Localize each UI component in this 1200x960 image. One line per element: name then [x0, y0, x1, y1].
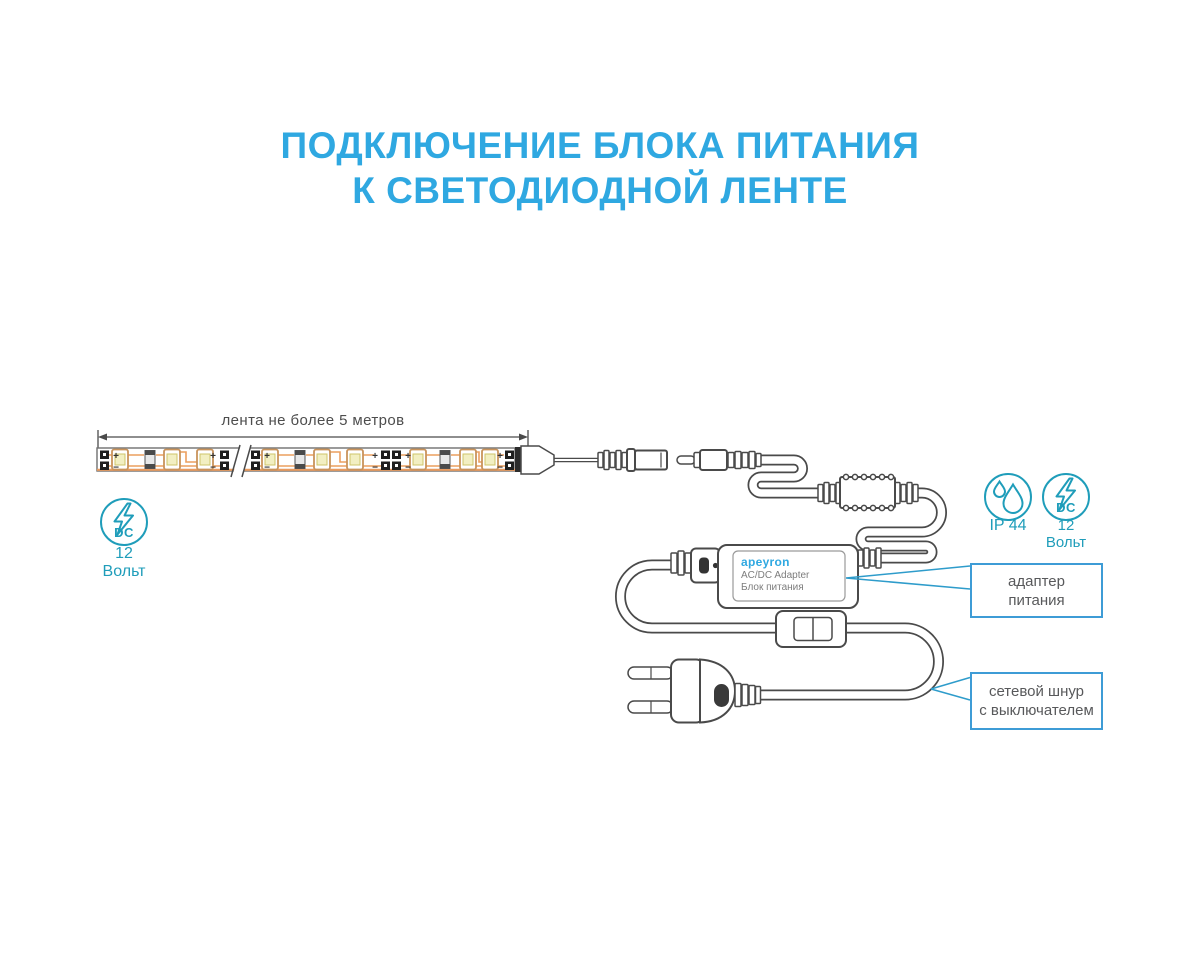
page-title-line1: ПОДКЛЮЧЕНИЕ БЛОКА ПИТАНИЯ [280, 125, 920, 166]
callout-cord-line2: с выключателем [979, 702, 1094, 719]
callout-adapter-line1: адаптер [1008, 572, 1065, 590]
svg-text:+: + [264, 451, 270, 462]
adapter-text-line2: Блок питания [741, 582, 804, 593]
led-strip [97, 444, 554, 478]
svg-text:−: − [497, 462, 503, 474]
svg-text:+: + [405, 451, 411, 462]
dc-jack-female [598, 449, 667, 471]
callout-adapter-line2: питания [1008, 591, 1065, 609]
dc-right-value: 12 [1057, 517, 1075, 534]
adapter-text-line1: AC/DC Adapter [741, 570, 810, 581]
strip-end-bar [515, 447, 521, 472]
dc-plug-male [677, 450, 761, 470]
svg-text:+: + [497, 451, 503, 462]
svg-text:−: − [113, 462, 119, 474]
svg-text:+: + [372, 451, 378, 462]
svg-text:+: + [210, 451, 216, 462]
svg-text:−: − [372, 462, 378, 474]
adapter-brand-logo: apeyron [741, 555, 790, 569]
page-title [0, 123, 1200, 213]
strip-end-cap [521, 446, 554, 474]
ip44-icon [985, 474, 1031, 520]
callout-cord-line1: сетевой шнур [988, 683, 1085, 700]
page-title-line2: К СВЕТОДИОДНОЙ ЛЕНТЕ [352, 170, 848, 211]
callout-cord [970, 672, 1103, 730]
dc-right-unit: Вольт [1045, 534, 1087, 551]
svg-text:+: + [113, 451, 119, 462]
inline-switch [776, 611, 846, 647]
svg-text:−: − [264, 462, 270, 474]
dc-right-text: DC [1056, 500, 1076, 515]
dc-left-text: DC [114, 525, 134, 540]
inline-connector-block [818, 474, 918, 510]
svg-text:−: − [210, 462, 216, 474]
svg-text:−: − [405, 462, 411, 474]
strip-length-label: лента не более 5 метров [221, 412, 405, 429]
callout-adapter [970, 563, 1103, 618]
eu-plug [628, 660, 761, 723]
dc-left-unit: Вольт [102, 563, 146, 580]
dc-left-value: 12 [115, 545, 133, 562]
ip44-label: IP 44 [989, 517, 1027, 534]
